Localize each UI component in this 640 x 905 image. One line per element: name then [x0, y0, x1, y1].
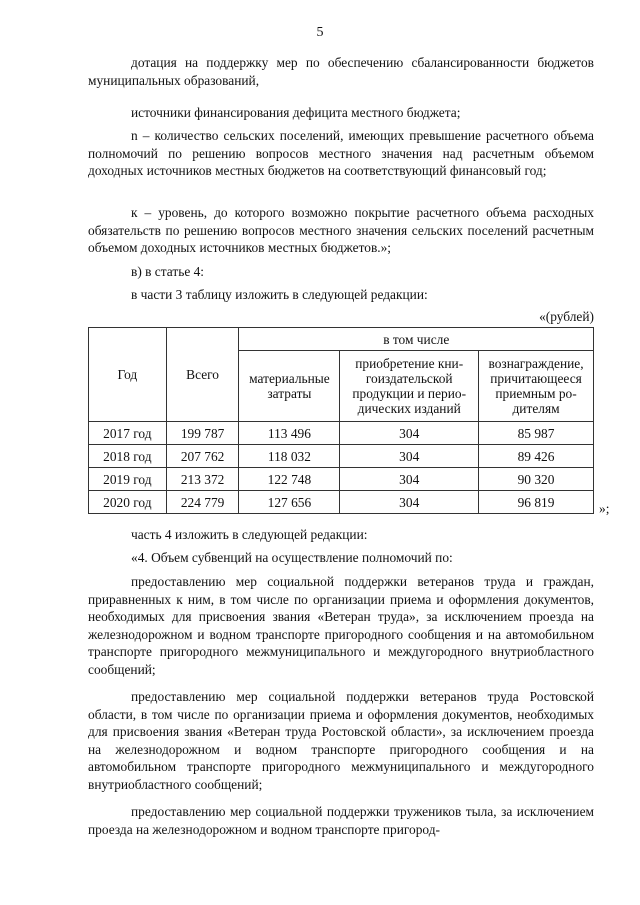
cell-year: 2020 год [89, 491, 167, 514]
cell-year: 2019 год [89, 468, 167, 491]
paragraph-k-definition: к – уровень, до которого возможно покрытие расчетного объема расходных обязательств по решению вопросов местного значения сельских поселений расчетным объемом доходных источников местных бюджетов.»; [88, 205, 594, 256]
header-including: в том числе [239, 328, 594, 351]
header-reward: вознаграждение, причитающееся приемным ро- дителям [479, 351, 594, 422]
table-header-row [89, 328, 594, 351]
paragraph-labor-veterans: предоставлению мер социальной поддержки ветеранов труда и граждан, приравненных к ним, в том числе по организации приема и оформления документов, необходимых для присвоения звания «Ветеран труда», за исключением проезда на железнодорожном и водном транспорте пригородного сообщения и на автомобильном транспорте пригородного межмуниципального и междугородного внутриобластного сообщений; [88, 574, 594, 677]
header-books: приобретение кни- гоиздательской продукции и перио- дических изданий [340, 351, 479, 422]
cell-reward: 85 987 [479, 422, 594, 445]
cell-total: 199 787 [166, 422, 239, 445]
cell-books: 304 [340, 468, 479, 491]
page-number: 5 [316, 25, 324, 40]
paragraph-deficit-sources: источники финансирования дефицита местного бюджета; [131, 105, 461, 120]
cell-books: 304 [340, 445, 479, 468]
paragraph-subsidy: дотация на поддержку мер по обеспечению сбалансированности бюджетов муниципальных образований, [88, 55, 594, 88]
cell-materials: 127 656 [239, 491, 340, 514]
paragraph-subventions-heading: «4. Объем субвенций на осуществление полномочий по: [131, 550, 453, 565]
cell-total: 213 372 [166, 468, 239, 491]
header-materials: материальные затраты [239, 351, 340, 422]
header-year: Год [89, 328, 167, 422]
cell-year: 2017 год [89, 422, 167, 445]
budget-table [88, 327, 594, 514]
cell-reward: 89 426 [479, 445, 594, 468]
table-row [89, 422, 594, 445]
table-row [89, 491, 594, 514]
cell-materials: 122 748 [239, 468, 340, 491]
paragraph-part-3: в части 3 таблицу изложить в следующей редакции: [131, 287, 428, 302]
table-row [89, 445, 594, 468]
paragraph-n-definition: n – количество сельских поселений, имеющих превышение расчетного объема полномочий по решению вопросов местного значения над расчетным объемом доходных источников местных бюджетов на соответствующий финансовый год; [88, 128, 594, 179]
paragraph-article-4: в) в статье 4: [131, 264, 205, 279]
cell-materials: 118 032 [239, 445, 340, 468]
table-row [89, 468, 594, 491]
paragraph-rostov-veterans: предоставлению мер социальной поддержки ветеранов труда Ростовской области, в том числе по организации приема и оформления документов, необходимых для присвоения звания «Ветеран труда Ростовской области», за исключением проезда на железнодорожном и водном транспорте пригородного сообщения и на автомобильном транспорте пригородного межмуниципального и междугородного внутриобластного сообщений; [88, 689, 594, 792]
paragraph-part-4: часть 4 изложить в следующей редакции: [131, 527, 368, 542]
cell-reward: 96 819 [479, 491, 594, 514]
cell-materials: 113 496 [239, 422, 340, 445]
cell-total: 224 779 [166, 491, 239, 514]
cell-reward: 90 320 [479, 468, 594, 491]
cell-year: 2018 год [89, 445, 167, 468]
table-unit-label: «(рублей) [539, 309, 594, 324]
cell-books: 304 [340, 491, 479, 514]
cell-total: 207 762 [166, 445, 239, 468]
paragraph-home-front-workers: предоставлению мер социальной поддержки тружеников тыла, за исключением проезда на железнодорожном и водном транспорте пригород- [88, 804, 594, 837]
cell-books: 304 [340, 422, 479, 445]
header-total: Всего [166, 328, 239, 422]
table-closing-mark: »; [599, 501, 610, 516]
